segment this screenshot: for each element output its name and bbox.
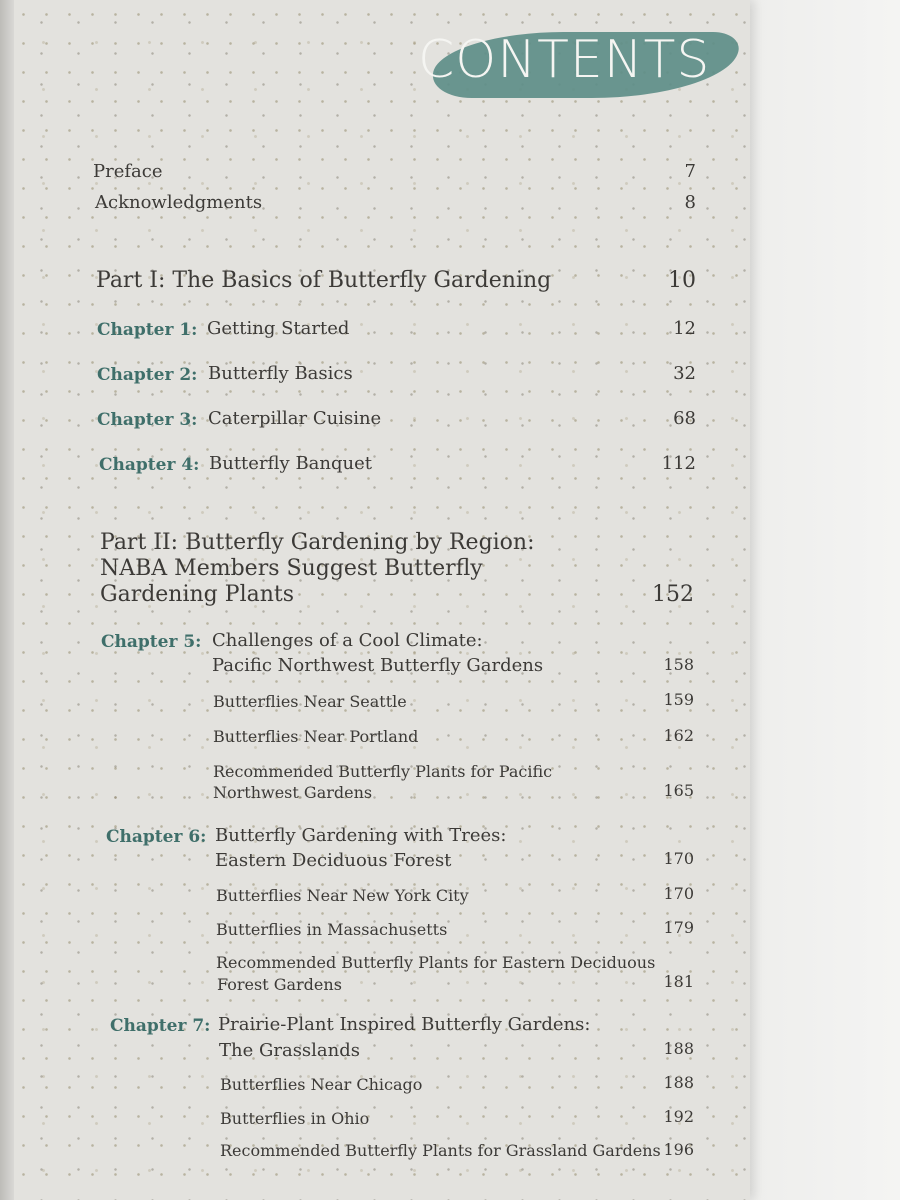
chapter5-page: 158 [663,655,694,674]
section-massachusetts-page: 179 [663,918,694,937]
section-eastern-plants-line1: Recommended Butterfly Plants for Eastern Deciduous [216,953,656,972]
section-portland-page: 162 [663,726,694,745]
chapter7-label: Chapter 7: [110,1016,211,1036]
section-portland: Butterflies Near Portland [213,727,419,746]
chapter6-page: 170 [663,849,694,868]
part2-page: 152 [652,582,694,607]
toc-acknowledgments-page: 8 [684,192,696,213]
chapter5-title-line1: Challenges of a Cool Climate: [212,630,483,651]
part1-page: 10 [668,268,696,293]
section-ohio-page: 192 [663,1107,694,1126]
section-ohio: Butterflies in Ohio [220,1109,370,1128]
section-grassland-plants-page: 196 [663,1140,694,1159]
page-title: CONTENTS [418,30,711,90]
section-seattle: Butterflies Near Seattle [213,692,407,711]
section-chicago: Butterflies Near Chicago [220,1075,423,1094]
section-eastern-plants-page: 181 [663,972,694,991]
chapter3-title: Caterpillar Cuisine [208,408,382,429]
section-pnw-plants-line1: Recommended Butterfly Plants for Pacific [213,762,553,781]
toc-acknowledgments: Acknowledgments [95,192,263,213]
chapter6-label: Chapter 6: [106,827,207,847]
chapter4-label: Chapter 4: [99,455,200,475]
chapter7-title-line1: Prairie-Plant Inspired Butterfly Gardens: [218,1014,591,1035]
part2-heading-line3: Gardening Plants [100,582,295,607]
chapter2-page: 32 [673,363,696,384]
section-nyc: Butterflies Near New York City [216,886,469,905]
background-surface [750,0,900,1200]
chapter7-page: 188 [663,1039,694,1058]
part2-heading-line2: NABA Members Suggest Butterfly [100,556,483,581]
part2-heading-line1: Part II: Butterfly Gardening by Region: [100,530,535,555]
section-seattle-page: 159 [663,690,694,709]
section-nyc-page: 170 [663,884,694,903]
section-chicago-page: 188 [663,1073,694,1092]
chapter1-page: 12 [673,318,696,339]
section-eastern-plants-line2: Forest Gardens [217,975,342,994]
chapter4-page: 112 [661,453,696,474]
chapter4-title: Butterfly Banquet [209,453,372,474]
section-pnw-plants-line2: Northwest Gardens [213,783,373,802]
chapter5-label: Chapter 5: [101,632,202,652]
chapter5-title-line2: Pacific Northwest Butterfly Gardens [212,655,544,676]
chapter2-label: Chapter 2: [97,365,198,385]
section-grassland-plants: Recommended Butterfly Plants for Grassland Gardens [220,1141,661,1160]
chapter3-page: 68 [673,408,696,429]
chapter7-title-line2: The Grasslands [219,1040,361,1061]
chapter3-label: Chapter 3: [97,410,198,430]
chapter1-title: Getting Started [207,318,350,339]
part1-heading: Part I: The Basics of Butterfly Gardening [96,268,552,293]
chapter6-title-line1: Butterfly Gardening with Trees: [215,825,507,846]
toc-preface: Preface [93,161,163,182]
chapter2-title: Butterfly Basics [208,363,353,384]
section-massachusetts: Butterflies in Massachusetts [216,920,448,939]
binding-edge [0,0,14,1200]
section-pnw-plants-page: 165 [663,781,694,800]
chapter1-label: Chapter 1: [97,320,198,340]
toc-preface-page: 7 [684,161,696,182]
chapter6-title-line2: Eastern Deciduous Forest [215,850,452,871]
